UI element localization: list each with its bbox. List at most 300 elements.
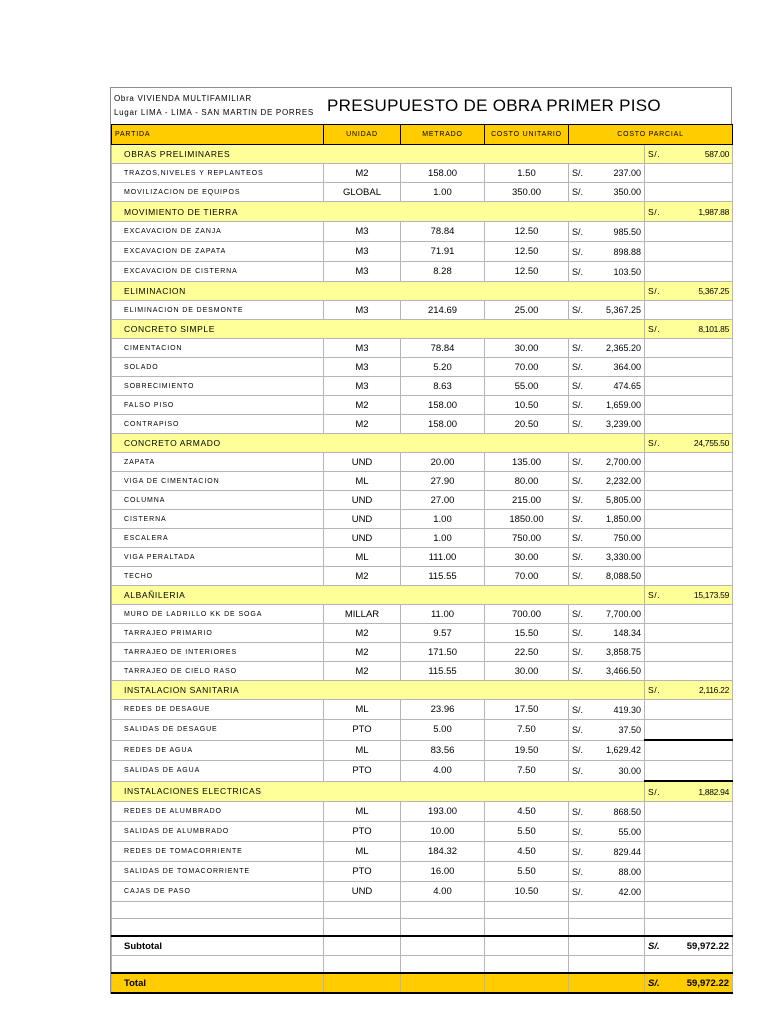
item-name: TARRAJEO DE CIELO RASO	[112, 662, 324, 681]
item-name: CAJAS DE PASO	[112, 882, 324, 902]
empty-cell	[645, 529, 733, 548]
item-partial-cost	[569, 396, 645, 415]
section-name: OBRAS PRELIMINARES	[112, 145, 645, 164]
table-row	[112, 472, 733, 491]
section-total	[645, 145, 733, 164]
section-total-value: 587.00	[704, 149, 730, 159]
section-total	[645, 202, 733, 222]
project-location: Lugar LIMA - LIMA - SAN MARTIN DE PORRES	[114, 108, 314, 117]
total-label: Total	[112, 973, 324, 993]
empty-cell	[485, 902, 569, 919]
item-name: SOLADO	[112, 358, 324, 377]
currency-symbol: S/.	[572, 514, 584, 524]
item-unit: MILLAR	[324, 605, 401, 624]
item-unit-cost: 10.50	[485, 396, 569, 415]
item-quantity: 23.96	[401, 700, 485, 720]
table-row	[112, 548, 733, 567]
table-row	[112, 510, 733, 529]
empty-row	[112, 919, 733, 937]
currency-symbol: S/.	[572, 187, 584, 197]
table-row	[112, 301, 733, 320]
section-total-value: 1,987.88	[698, 206, 730, 217]
currency-symbol: S/.	[572, 806, 584, 817]
empty-cell	[645, 491, 733, 510]
currency-symbol: S/.	[572, 765, 584, 776]
currency-symbol: S/.	[648, 286, 661, 296]
empty-cell	[645, 822, 733, 842]
table-row	[112, 339, 733, 358]
item-partial-cost-value: 103.50	[613, 266, 641, 277]
item-quantity: 158.00	[401, 164, 485, 183]
empty-cell	[569, 956, 645, 974]
section-total	[645, 681, 733, 700]
page-title: PRESUPUESTO DE OBRA PRIMER PISO	[327, 96, 661, 115]
item-name: REDES DE ALUMBRADO	[112, 802, 324, 822]
item-quantity: 184.32	[401, 842, 485, 862]
empty-cell	[645, 396, 733, 415]
item-partial-cost	[569, 262, 645, 282]
item-name: ELIMINACION DE DESMONTE	[112, 301, 324, 320]
section-header-row	[112, 282, 733, 301]
section-header-row	[112, 202, 733, 222]
item-unit: M2	[324, 415, 401, 434]
item-partial-cost-value: 2,365.20	[605, 343, 641, 353]
subtotal-label: Subtotal	[112, 936, 324, 956]
empty-cell	[645, 262, 733, 282]
item-partial-cost	[569, 740, 645, 761]
item-unit: M3	[324, 339, 401, 358]
table-row	[112, 242, 733, 262]
section-total	[645, 282, 733, 301]
item-partial-cost-value: 3,466.50	[605, 666, 641, 676]
item-partial-cost	[569, 164, 645, 183]
item-quantity: 78.84	[401, 339, 485, 358]
empty-cell	[645, 919, 733, 937]
column-header-row	[112, 125, 733, 145]
section-total-value: 2,116.22	[698, 685, 730, 695]
item-partial-cost	[569, 491, 645, 510]
item-unit: ML	[324, 740, 401, 761]
item-name: EXCAVACION DE ZANJA	[112, 222, 324, 242]
item-partial-cost-value: 237.00	[613, 168, 641, 178]
currency-symbol: S/.	[648, 206, 661, 217]
empty-row	[112, 956, 733, 974]
item-unit: UND	[324, 453, 401, 472]
item-partial-cost	[569, 605, 645, 624]
table-row	[112, 164, 733, 183]
empty-cell	[569, 902, 645, 919]
item-partial-cost-value: 42.00	[618, 886, 641, 897]
item-unit: ML	[324, 802, 401, 822]
item-partial-cost	[569, 862, 645, 882]
empty-cell	[645, 377, 733, 396]
empty-cell	[401, 956, 485, 974]
empty-cell	[569, 936, 645, 956]
item-partial-cost	[569, 242, 645, 262]
item-partial-cost	[569, 822, 645, 842]
item-partial-cost-value: 30.00	[618, 765, 641, 776]
item-unit: UND	[324, 882, 401, 902]
column-header-costo-parcial: COSTO PARCIAL	[569, 125, 733, 145]
column-header-unidad: UNIDAD	[324, 125, 401, 145]
table-row	[112, 183, 733, 202]
empty-cell	[645, 567, 733, 586]
item-quantity: 1.00	[401, 510, 485, 529]
currency-symbol: S/.	[572, 628, 584, 638]
item-unit-cost: 20.50	[485, 415, 569, 434]
currency-symbol: S/.	[572, 362, 584, 372]
empty-cell	[645, 301, 733, 320]
empty-cell	[645, 605, 733, 624]
item-quantity: 171.50	[401, 643, 485, 662]
item-quantity: 83.56	[401, 740, 485, 761]
table-row	[112, 740, 733, 761]
item-partial-cost	[569, 415, 645, 434]
item-unit: M3	[324, 262, 401, 282]
item-partial-cost-value: 148.34	[613, 628, 641, 638]
table-row	[112, 396, 733, 415]
section-total	[645, 586, 733, 605]
empty-cell	[401, 902, 485, 919]
section-total-value: 5,367.25	[698, 286, 730, 296]
item-unit-cost: 5.50	[485, 822, 569, 842]
item-quantity: 27.00	[401, 491, 485, 510]
currency-symbol: S/.	[572, 400, 584, 410]
item-unit-cost: 215.00	[485, 491, 569, 510]
table-row	[112, 720, 733, 741]
currency-symbol: S/.	[572, 745, 584, 756]
currency-symbol: S/.	[648, 438, 661, 448]
empty-cell	[645, 643, 733, 662]
item-partial-cost	[569, 548, 645, 567]
empty-row	[112, 902, 733, 919]
currency-symbol: S/.	[572, 419, 584, 429]
table-row	[112, 529, 733, 548]
empty-cell	[569, 919, 645, 937]
item-unit-cost: 700.00	[485, 605, 569, 624]
item-unit-cost: 135.00	[485, 453, 569, 472]
item-unit-cost: 7.50	[485, 720, 569, 741]
item-partial-cost	[569, 882, 645, 902]
item-name: SOBRECIMIENTO	[112, 377, 324, 396]
item-name: MURO DE LADRILLO KK DE SOGA	[112, 605, 324, 624]
item-name: CONTRAPISO	[112, 415, 324, 434]
item-name: SALIDAS DE TOMACORRIENTE	[112, 862, 324, 882]
item-unit: M2	[324, 567, 401, 586]
item-unit: M2	[324, 164, 401, 183]
item-unit: M2	[324, 643, 401, 662]
currency-symbol: S/.	[648, 149, 661, 159]
currency-symbol: S/.	[572, 571, 584, 581]
item-quantity: 115.55	[401, 567, 485, 586]
empty-cell	[401, 936, 485, 956]
currency-symbol: S/.	[648, 685, 661, 695]
section-total	[645, 434, 733, 453]
empty-cell	[645, 242, 733, 262]
item-name: TARRAJEO DE INTERIORES	[112, 643, 324, 662]
total-row	[112, 973, 733, 993]
column-header-partida: PARTIDA	[112, 125, 324, 145]
section-header-row	[112, 781, 733, 802]
item-partial-cost-value: 1,629.42	[605, 745, 641, 756]
currency-symbol: S/.	[572, 457, 584, 467]
item-unit: ML	[324, 548, 401, 567]
item-partial-cost-value: 419.30	[613, 704, 641, 715]
section-header-row	[112, 320, 733, 339]
table-row	[112, 761, 733, 782]
empty-cell	[485, 936, 569, 956]
empty-cell	[645, 510, 733, 529]
item-partial-cost	[569, 802, 645, 822]
project-name: Obra VIVIENDA MULTIFAMILIAR	[114, 94, 252, 103]
currency-symbol: S/.	[572, 495, 584, 505]
item-quantity: 111.00	[401, 548, 485, 567]
item-unit: ML	[324, 472, 401, 491]
item-unit: PTO	[324, 822, 401, 842]
item-unit-cost: 30.00	[485, 339, 569, 358]
item-quantity: 11.00	[401, 605, 485, 624]
currency-symbol: S/.	[572, 866, 584, 877]
currency-symbol: S/.	[572, 266, 584, 277]
empty-cell	[645, 862, 733, 882]
item-quantity: 4.00	[401, 761, 485, 782]
item-quantity: 158.00	[401, 415, 485, 434]
item-unit-cost: 70.00	[485, 567, 569, 586]
empty-cell	[645, 902, 733, 919]
currency-symbol: S/.	[572, 666, 584, 676]
empty-cell	[645, 624, 733, 643]
item-name: REDES DE AGUA	[112, 740, 324, 761]
item-partial-cost-value: 1,659.00	[605, 400, 641, 410]
empty-cell	[401, 919, 485, 937]
empty-cell	[645, 453, 733, 472]
empty-cell	[324, 956, 401, 974]
item-unit: PTO	[324, 761, 401, 782]
item-partial-cost-value: 474.65	[613, 381, 641, 391]
table-row	[112, 882, 733, 902]
item-partial-cost	[569, 567, 645, 586]
item-unit-cost: 12.50	[485, 262, 569, 282]
currency-symbol: S/.	[572, 647, 584, 657]
item-quantity: 5.20	[401, 358, 485, 377]
currency-symbol: S/.	[572, 305, 584, 315]
item-unit-cost: 12.50	[485, 242, 569, 262]
item-unit-cost: 15.50	[485, 624, 569, 643]
item-unit-cost: 4.50	[485, 802, 569, 822]
item-partial-cost-value: 8,088.50	[605, 571, 641, 581]
item-unit: PTO	[324, 720, 401, 741]
empty-cell	[645, 662, 733, 681]
currency-symbol: S/.	[572, 533, 584, 543]
item-quantity: 193.00	[401, 802, 485, 822]
item-name: SALIDAS DE AGUA	[112, 761, 324, 782]
section-total-value: 15,173.59	[693, 590, 730, 600]
empty-cell	[645, 842, 733, 862]
item-partial-cost-value: 5,805.00	[605, 495, 641, 505]
item-name: SALIDAS DE DESAGUE	[112, 720, 324, 741]
item-partial-cost-value: 3,330.00	[605, 552, 641, 562]
empty-cell	[645, 882, 733, 902]
item-unit: M2	[324, 396, 401, 415]
item-unit: UND	[324, 529, 401, 548]
section-name: CONCRETO ARMADO	[112, 434, 645, 453]
table-row	[112, 222, 733, 242]
item-quantity: 20.00	[401, 453, 485, 472]
item-unit-cost: 1850.00	[485, 510, 569, 529]
item-quantity: 71.91	[401, 242, 485, 262]
item-unit: UND	[324, 510, 401, 529]
item-name: SALIDAS DE ALUMBRADO	[112, 822, 324, 842]
item-name: CISTERNA	[112, 510, 324, 529]
item-unit-cost: 22.50	[485, 643, 569, 662]
item-partial-cost-value: 37.50	[618, 724, 641, 735]
item-unit: M2	[324, 624, 401, 643]
item-unit-cost: 30.00	[485, 548, 569, 567]
currency-symbol: S/.	[648, 590, 661, 600]
currency-symbol: S/.	[572, 704, 584, 715]
item-quantity: 115.55	[401, 662, 485, 681]
item-partial-cost	[569, 662, 645, 681]
empty-cell	[324, 902, 401, 919]
item-quantity: 158.00	[401, 396, 485, 415]
item-partial-cost	[569, 761, 645, 782]
empty-cell	[112, 956, 324, 974]
table-row	[112, 700, 733, 720]
empty-cell	[645, 720, 733, 741]
item-quantity: 10.00	[401, 822, 485, 842]
subtotal-value-cell	[645, 936, 733, 956]
item-name: EXCAVACION DE ZAPATA	[112, 242, 324, 262]
item-unit-cost: 7.50	[485, 761, 569, 782]
empty-cell	[569, 973, 645, 993]
item-unit: ML	[324, 700, 401, 720]
section-total	[645, 781, 733, 802]
table-row	[112, 358, 733, 377]
currency-symbol: S/.	[572, 846, 584, 857]
table-row	[112, 624, 733, 643]
currency-symbol: S/.	[572, 246, 584, 257]
item-partial-cost	[569, 529, 645, 548]
item-partial-cost-value: 55.00	[618, 826, 641, 837]
table-row	[112, 377, 733, 396]
item-partial-cost-value: 2,232.00	[605, 476, 641, 486]
item-partial-cost	[569, 842, 645, 862]
currency-symbol: S/.	[572, 724, 584, 735]
currency-symbol: S/.	[572, 381, 584, 391]
currency-symbol: S/.	[572, 476, 584, 486]
item-unit-cost: 19.50	[485, 740, 569, 761]
item-quantity: 1.00	[401, 529, 485, 548]
item-partial-cost	[569, 453, 645, 472]
section-header-row	[112, 434, 733, 453]
table-row	[112, 415, 733, 434]
subtotal-value: 59,972.22	[686, 940, 730, 952]
item-quantity: 16.00	[401, 862, 485, 882]
table-row	[112, 662, 733, 681]
item-partial-cost-value: 985.50	[613, 226, 641, 237]
item-name: TECHO	[112, 567, 324, 586]
item-quantity: 8.28	[401, 262, 485, 282]
currency-symbol: S/.	[572, 552, 584, 562]
item-quantity: 4.00	[401, 882, 485, 902]
subtotal-currency: S/.	[648, 940, 660, 952]
empty-cell	[645, 358, 733, 377]
item-quantity: 9.57	[401, 624, 485, 643]
currency-symbol: S/.	[648, 786, 661, 797]
table-row	[112, 822, 733, 842]
empty-cell	[645, 761, 733, 782]
item-name: REDES DE TOMACORRIENTE	[112, 842, 324, 862]
empty-cell	[485, 919, 569, 937]
item-partial-cost-value: 350.00	[613, 187, 641, 197]
item-name: TRAZOS,NIVELES Y REPLANTEOS	[112, 164, 324, 183]
item-name: MOVILIZACION DE EQUIPOS	[112, 183, 324, 202]
item-name: ESCALERA	[112, 529, 324, 548]
item-unit: M3	[324, 301, 401, 320]
item-partial-cost	[569, 720, 645, 741]
section-total-value: 8,101.85	[698, 324, 730, 334]
budget-sheet	[110, 87, 732, 994]
section-name: ALBAÑILERIA	[112, 586, 645, 605]
item-partial-cost-value: 829.44	[613, 846, 641, 857]
empty-cell	[645, 222, 733, 242]
item-unit-cost: 750.00	[485, 529, 569, 548]
table-row	[112, 262, 733, 282]
item-partial-cost-value: 88.00	[618, 866, 641, 877]
section-name: CONCRETO SIMPLE	[112, 320, 645, 339]
item-partial-cost-value: 1,850.00	[605, 514, 641, 524]
empty-cell	[645, 339, 733, 358]
table-row	[112, 802, 733, 822]
section-name: INSTALACION SANITARIA	[112, 681, 645, 700]
section-total	[645, 320, 733, 339]
item-partial-cost	[569, 183, 645, 202]
currency-symbol: S/.	[572, 226, 584, 237]
empty-cell	[645, 956, 733, 974]
empty-cell	[645, 472, 733, 491]
table-row	[112, 453, 733, 472]
total-value: 59,972.22	[686, 977, 730, 989]
empty-cell	[485, 973, 569, 993]
item-unit-cost: 350.00	[485, 183, 569, 202]
item-partial-cost	[569, 377, 645, 396]
item-partial-cost-value: 7,700.00	[605, 609, 641, 619]
section-header-row	[112, 681, 733, 700]
empty-cell	[645, 183, 733, 202]
item-unit-cost: 17.50	[485, 700, 569, 720]
empty-cell	[324, 973, 401, 993]
item-partial-cost	[569, 700, 645, 720]
item-partial-cost-value: 3,858.75	[605, 647, 641, 657]
item-unit: M3	[324, 242, 401, 262]
column-header-costo-unitario: COSTO UNITARIO	[485, 125, 569, 145]
item-partial-cost	[569, 643, 645, 662]
currency-symbol: S/.	[572, 609, 584, 619]
budget-table	[111, 124, 733, 994]
empty-cell	[645, 415, 733, 434]
item-unit-cost: 5.50	[485, 862, 569, 882]
item-partial-cost	[569, 624, 645, 643]
total-currency: S/.	[648, 977, 660, 989]
item-name: CIMENTACION	[112, 339, 324, 358]
item-partial-cost	[569, 472, 645, 491]
item-unit: M3	[324, 377, 401, 396]
item-name: FALSO PISO	[112, 396, 324, 415]
item-quantity: 8.63	[401, 377, 485, 396]
currency-symbol: S/.	[648, 324, 661, 334]
item-unit-cost: 4.50	[485, 842, 569, 862]
item-unit: M2	[324, 662, 401, 681]
